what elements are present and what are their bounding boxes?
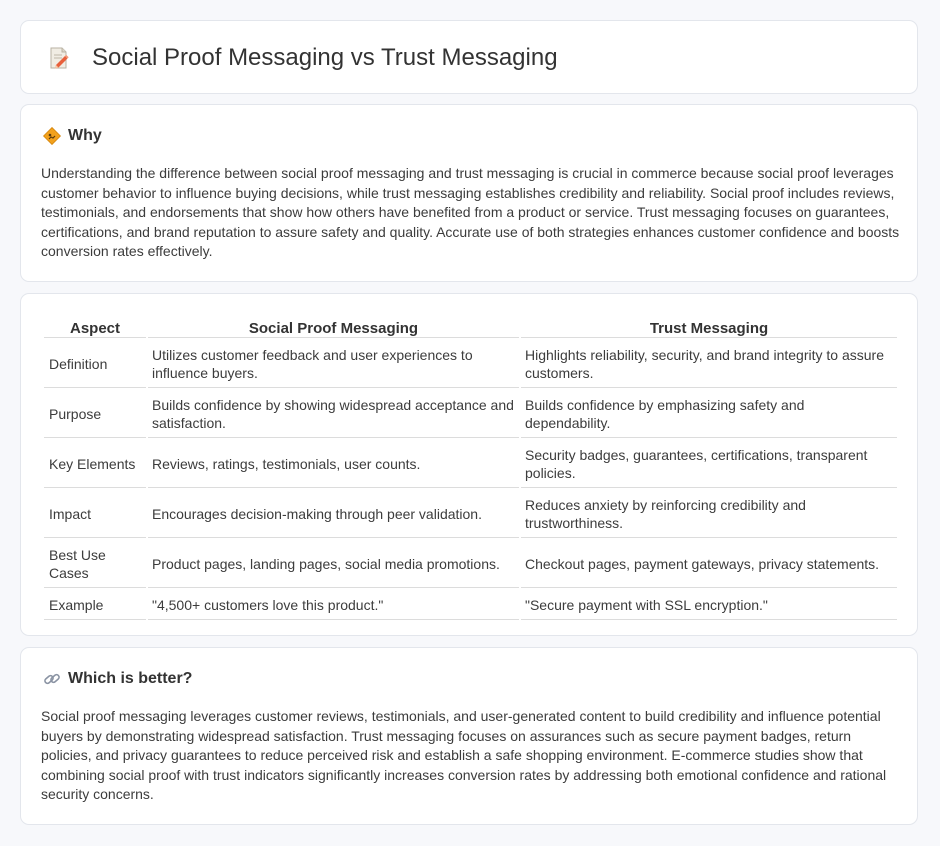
better-header xyxy=(43,670,192,688)
aspect-cell: Example xyxy=(44,590,146,620)
social-proof-cell: Encourages decision-making through peer validation. xyxy=(148,490,519,538)
which-is-better-section xyxy=(20,647,918,825)
aspect-cell: Purpose xyxy=(44,390,146,438)
trust-cell: Highlights reliability, security, and brand integrity to assure customers. xyxy=(521,340,897,388)
document-pencil-icon xyxy=(47,46,71,70)
social-proof-cell: Product pages, landing pages, social media promotions. xyxy=(148,540,519,588)
table-row xyxy=(44,390,897,438)
table-row xyxy=(44,540,897,588)
trust-cell: "Secure payment with SSL encryption." xyxy=(521,590,897,620)
social-proof-cell: "4,500+ customers love this product." xyxy=(148,590,519,620)
title-row xyxy=(47,43,558,73)
column-header-social-proof: Social Proof Messaging xyxy=(148,318,519,338)
column-header-aspect: Aspect xyxy=(44,318,146,338)
social-proof-cell: Utilizes customer feedback and user experiences to influence buyers. xyxy=(148,340,519,388)
trust-cell: Reduces anxiety by reinforcing credibility and trustworthiness. xyxy=(521,490,897,538)
table-row xyxy=(44,590,897,620)
page-title: Social Proof Messaging vs Trust Messaging xyxy=(92,44,558,71)
diamond-sign-icon xyxy=(43,127,61,145)
why-body: Understanding the difference between social proof messaging and trust messaging is crucial in commerce because social proof leverages customer behavior to influence buying decisions, while trust messaging establishes credibility and reliability. Social proof includes reviews, testimonials, and endorsements that show how others have benefited from a product or service. Trust messaging focuses on guarantees, certifications, and brand reputation to assure safety and quality. Accurate use of both strategies enhances customer confidence and boosts conversion rates effectively. xyxy=(41,165,900,260)
why-section xyxy=(20,104,918,282)
better-heading: Which is better? xyxy=(68,670,193,687)
trust-cell: Builds confidence by emphasizing safety and dependability. xyxy=(521,390,897,438)
aspect-cell: Key Elements xyxy=(44,440,146,488)
table-row xyxy=(44,490,897,538)
comparison-table xyxy=(42,316,899,622)
trust-cell: Security badges, guarantees, certifications, transparent policies. xyxy=(521,440,897,488)
link-icon xyxy=(43,670,61,688)
social-proof-cell: Builds confidence by showing widespread acceptance and satisfaction. xyxy=(148,390,519,438)
table-row xyxy=(44,440,897,488)
aspect-cell: Impact xyxy=(44,490,146,538)
aspect-cell: Best Use Cases xyxy=(44,540,146,588)
table-header-row xyxy=(44,318,897,338)
why-header xyxy=(43,127,102,145)
trust-cell: Checkout pages, payment gateways, privacy statements. xyxy=(521,540,897,588)
table-row xyxy=(44,340,897,388)
title-card xyxy=(20,20,918,94)
social-proof-cell: Reviews, ratings, testimonials, user counts. xyxy=(148,440,519,488)
comparison-section xyxy=(20,293,918,636)
aspect-cell: Definition xyxy=(44,340,146,388)
better-body: Social proof messaging leverages customer reviews, testimonials, and user-generated content to build credibility and influence potential buyers by demonstrating widespread satisfaction. Trust messaging focuses on assurances such as secure payment badges, return policies, and privacy guarantees to reduce perceived risk and establish a safe shopping environment. E-commerce studies show that combining social proof with trust indicators significantly increases conversion rates by addressing both emotional confidence and rational security concerns. xyxy=(41,708,887,803)
column-header-trust: Trust Messaging xyxy=(521,318,897,338)
why-heading: Why xyxy=(68,127,102,144)
